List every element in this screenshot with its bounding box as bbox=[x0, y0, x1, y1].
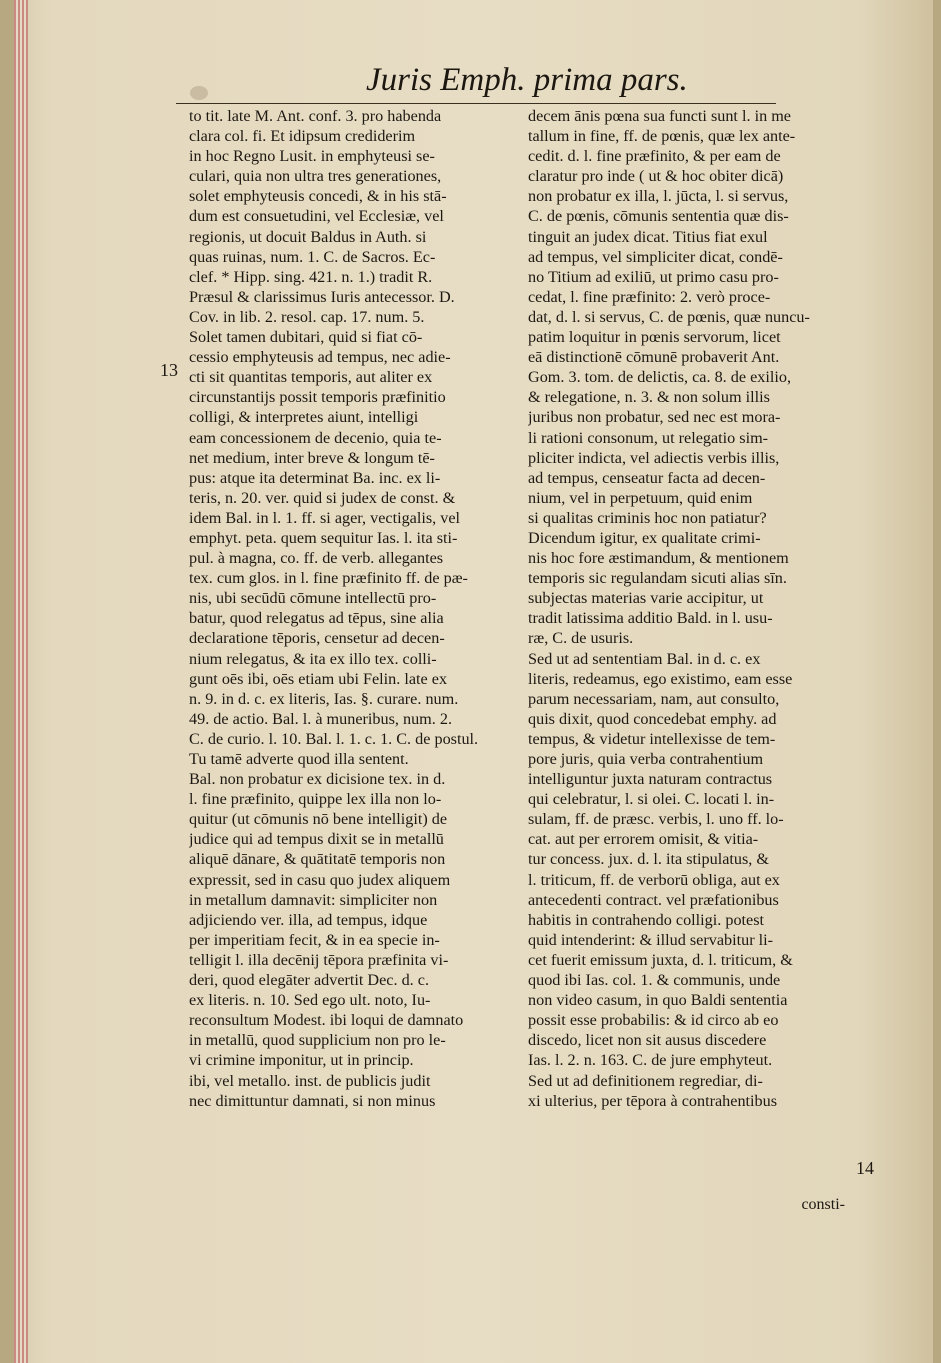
text-line: discedo, licet non sit ausus discedere bbox=[528, 1031, 767, 1050]
text-line: Solet tamen dubitari, quid si fiat cō- bbox=[189, 328, 423, 347]
text-line: expressit, sed in casu quo judex aliquem bbox=[189, 870, 451, 889]
text-line: net medium, inter breve & longum tē- bbox=[189, 448, 435, 467]
header-rule bbox=[176, 103, 776, 104]
left-column bbox=[189, 106, 515, 1111]
text-line: Sed ut ad sententiam Bal. in d. c. ex bbox=[528, 649, 761, 668]
text-line: Gom. 3. tom. de delictis, ca. 8. de exilio, bbox=[528, 368, 791, 387]
text-line: deri, quod elegāter advertit Dec. d. c. bbox=[189, 971, 430, 990]
text-line: claratur pro inde ( ut & hoc obiter dicā) bbox=[528, 167, 784, 186]
text-line: batur, quod relegatus ad tēpus, sine alia bbox=[189, 609, 444, 628]
text-line: reconsultum Modest. ibi loqui de damnato bbox=[189, 1011, 464, 1030]
text-line: in hoc Regno Lusit. in emphyteusi se- bbox=[189, 147, 435, 166]
text-line: Bal. non probatur ex dicisione tex. in d. bbox=[189, 770, 446, 789]
text-line: xi ulterius, per tēpora à contrahentibus bbox=[528, 1091, 778, 1110]
text-line: pus: atque ita determinat Ba. inc. ex li- bbox=[189, 468, 441, 487]
text-line: in metallū, quod supplicium non pro le- bbox=[189, 1031, 446, 1050]
text-line: nis hoc fore æstimandum, & mentionem bbox=[528, 549, 789, 568]
text-line: culari, quia non ultra tres generationes, bbox=[189, 167, 442, 186]
text-line: intelliguntur juxta naturam contractus bbox=[528, 770, 773, 789]
text-line: no Titium ad exiliū, ut primo casu pro- bbox=[528, 267, 779, 286]
text-line: pul. à magna, co. ff. de verb. allegantes bbox=[189, 549, 444, 568]
text-line: decem ānis pœna sua functi sunt l. in me bbox=[528, 107, 791, 125]
text-line: tex. cum glos. in l. fine præfinito ff. de pæ- bbox=[189, 569, 468, 588]
text-line: eā distinctionē cōmunē probaverit Ant. bbox=[528, 348, 780, 367]
text-line: dat, d. l. si servus, C. de pœnis, quæ nuncu- bbox=[528, 307, 810, 326]
text-line: C. de curio. l. 10. Bal. l. 1. c. 1. C. de postul. bbox=[189, 729, 479, 748]
text-line: Dicendum igitur, ex qualitate crimi- bbox=[528, 528, 761, 547]
text-line: nis, ubi secūdū cōmune intellectū pro- bbox=[189, 589, 437, 608]
text-line: tinguit an judex dicat. Titius fiat exul bbox=[528, 227, 768, 246]
text-line: quid intenderint: & illud servabitur li- bbox=[528, 930, 774, 949]
text-line: tradit latissima additio Bald. in l. usu- bbox=[528, 609, 773, 628]
header-subtitle: prima pars. bbox=[533, 62, 688, 98]
text-line: antecedenti contract. vel præfationibus bbox=[528, 890, 779, 909]
text-line: li rationi consonum, ut relegatio sim- bbox=[528, 428, 769, 447]
header-title: Juris Emph. bbox=[366, 62, 526, 98]
text-line: eam concessionem de decenio, quia te- bbox=[189, 428, 442, 447]
margin-number-left: 13 bbox=[160, 360, 178, 380]
text-line: juribus non probatur, sed nec est mora- bbox=[528, 408, 781, 427]
right-column bbox=[528, 106, 852, 1111]
text-line: cat. aut per errorem omisit, & vitia- bbox=[528, 830, 759, 849]
running-header bbox=[366, 62, 766, 110]
text-line: cedit. d. l. fine præfinito, & per eam de bbox=[528, 147, 781, 166]
text-line: circunstantijs possit temporis præfinitio bbox=[189, 388, 446, 407]
text-line: emphyt. peta. quem sequitur Ias. l. ita sti- bbox=[189, 528, 458, 547]
text-line: to tit. late M. Ant. conf. 3. pro habenda bbox=[189, 107, 442, 125]
text-line: pore juris, quia verba contrahentium bbox=[528, 750, 764, 768]
text-line: quitur (ut cōmunis nō bene intelligit) de bbox=[189, 810, 448, 829]
text-line: in metallum damnavit: simpliciter non bbox=[189, 890, 438, 909]
text-line: declaratione tēporis, censetur ad decen- bbox=[189, 629, 445, 648]
text-line: l. fine præfinito, quippe lex illa non lo- bbox=[189, 790, 442, 809]
text-line: ibi, vel metallo. inst. de publicis judit bbox=[189, 1071, 431, 1090]
text-line: Tu tamē adverte quod illa sentent. bbox=[189, 750, 409, 768]
text-line: qui celebratur, l. si olei. C. locati l. in- bbox=[528, 790, 775, 809]
text-line: nium relegatus, & ita ex illo tex. colli- bbox=[189, 649, 437, 668]
margin-number-right: 14 bbox=[856, 1158, 874, 1178]
text-line: possit esse probabilis: & id circo ab eo bbox=[528, 1011, 779, 1030]
text-line: teris, n. 20. ver. quid si judex de const. & bbox=[189, 488, 456, 507]
text-line: cedat, l. fine præfinito: 2. verò proce- bbox=[528, 287, 771, 306]
text-line: tallum in fine, ff. de pœnis, quæ lex ante- bbox=[528, 127, 796, 146]
text-line: ad tempus, vel simpliciter dicat, condē- bbox=[528, 247, 783, 266]
text-line: patim loquitur in pœnis servorum, licet bbox=[528, 328, 781, 347]
text-line: literis, redeamus, ego existimo, eam esse bbox=[528, 669, 793, 688]
text-line: habitis in contrahendo colligi. potest bbox=[528, 910, 765, 929]
text-line: 49. de actio. Bal. l. à muneribus, num. 2. bbox=[189, 709, 452, 728]
text-line: judice qui ad tempus dixit se in metallū bbox=[189, 830, 444, 849]
text-line: si qualitas criminis hoc non patiatur? bbox=[528, 508, 767, 527]
text-line: non probatur ex illa, l. jūcta, l. si servus, bbox=[528, 187, 789, 206]
text-line: Ias. l. 2. n. 163. C. de jure emphyteut. bbox=[528, 1051, 773, 1070]
text-line: n. 9. in d. c. ex literis, Ias. §. curare. num. bbox=[189, 689, 459, 708]
text-line: nium, vel in perpetuum, quid enim bbox=[528, 488, 753, 507]
text-line: pliciter indicta, vel adiectis verbis illis, bbox=[528, 448, 780, 467]
text-line: temporis sic regulandam sicuti alias sīn. bbox=[528, 569, 787, 588]
text-line: cet fuerit emissum juxta, d. l. triticum, & bbox=[528, 950, 793, 969]
text-line: tempus, & videtur intellexisse de tem- bbox=[528, 729, 776, 748]
ink-smudge bbox=[190, 86, 208, 100]
text-line: clef. * Hipp. sing. 421. n. 1.) tradit R. bbox=[189, 267, 433, 286]
text-line: quas ruinas, num. 1. C. de Sacros. Ec- bbox=[189, 247, 436, 266]
text-line: telligit l. illa decēnij tēpora præfinita vi- bbox=[189, 950, 449, 969]
text-line: regionis, ut docuit Baldus in Auth. si bbox=[189, 227, 427, 246]
text-line: quod ibi Ias. col. 1. & communis, unde bbox=[528, 971, 781, 990]
text-line: subjectas materias varie accipitur, ut bbox=[528, 589, 764, 608]
catchword: consti- bbox=[801, 1196, 845, 1213]
text-line: non video casum, in quo Baldi sententia bbox=[528, 991, 788, 1010]
text-line: idem Bal. in l. 1. ff. si ager, vectigalis, vel bbox=[189, 508, 461, 527]
text-line: adjiciendo ver. illa, ad tempus, idque bbox=[189, 910, 428, 929]
text-line: l. triticum, ff. de verborū obliga, aut ex bbox=[528, 870, 780, 889]
text-line: tur concess. jux. d. l. ita stipulatus, & bbox=[528, 850, 769, 869]
text-line: solet emphyteusis concedi, & in his stā- bbox=[189, 187, 447, 206]
text-line: nec dimittuntur damnati, si non minus bbox=[189, 1091, 436, 1110]
text-line: ad tempus, censeatur facta ad decen- bbox=[528, 468, 766, 487]
text-line: Sed ut ad definitionem regrediar, di- bbox=[528, 1071, 763, 1090]
text-line: quis dixit, quod concedebat emphy. ad bbox=[528, 709, 777, 728]
text-line: dum est consuetudini, vel Ecclesiæ, vel bbox=[189, 207, 444, 226]
text-line: C. de pœnis, cōmunis sententia quæ dis- bbox=[528, 207, 789, 226]
text-line: gunt oēs ibi, oēs etiam ubi Felin. late ex bbox=[189, 669, 448, 688]
text-line: colligi, & interpretes aiunt, intelligi bbox=[189, 408, 419, 427]
text-line: per imperitiam fecit, & in ea specie in- bbox=[189, 930, 440, 949]
text-line: vi crimine imponitur, ut in princip. bbox=[189, 1051, 414, 1070]
text-line: cti sit quantitas temporis, aut aliter ex bbox=[189, 368, 433, 387]
text-line: aliquē dānare, & quātitatē temporis non bbox=[189, 850, 446, 869]
text-line: ex literis. n. 10. Sed ego ult. noto, Iu- bbox=[189, 991, 431, 1010]
text-line: sulam, ff. de præsc. verbis, l. uno ff. lo- bbox=[528, 810, 784, 829]
text-line: parum necessariam, nam, aut consulto, bbox=[528, 689, 780, 708]
text-line: & relegatione, n. 3. & non solum illis bbox=[528, 388, 770, 407]
text-line: Præsul & clarissimus Iuris antecessor. D. bbox=[189, 287, 455, 306]
text-line: clara col. fi. Et idipsum crediderim bbox=[189, 127, 416, 146]
page-edge bbox=[14, 0, 28, 1363]
text-line: Cov. in lib. 2. resol. cap. 17. num. 5. bbox=[189, 307, 425, 326]
text-line: ræ, C. de usuris. bbox=[528, 629, 634, 648]
text-line: cessio emphyteusis ad tempus, nec adie- bbox=[189, 348, 451, 367]
